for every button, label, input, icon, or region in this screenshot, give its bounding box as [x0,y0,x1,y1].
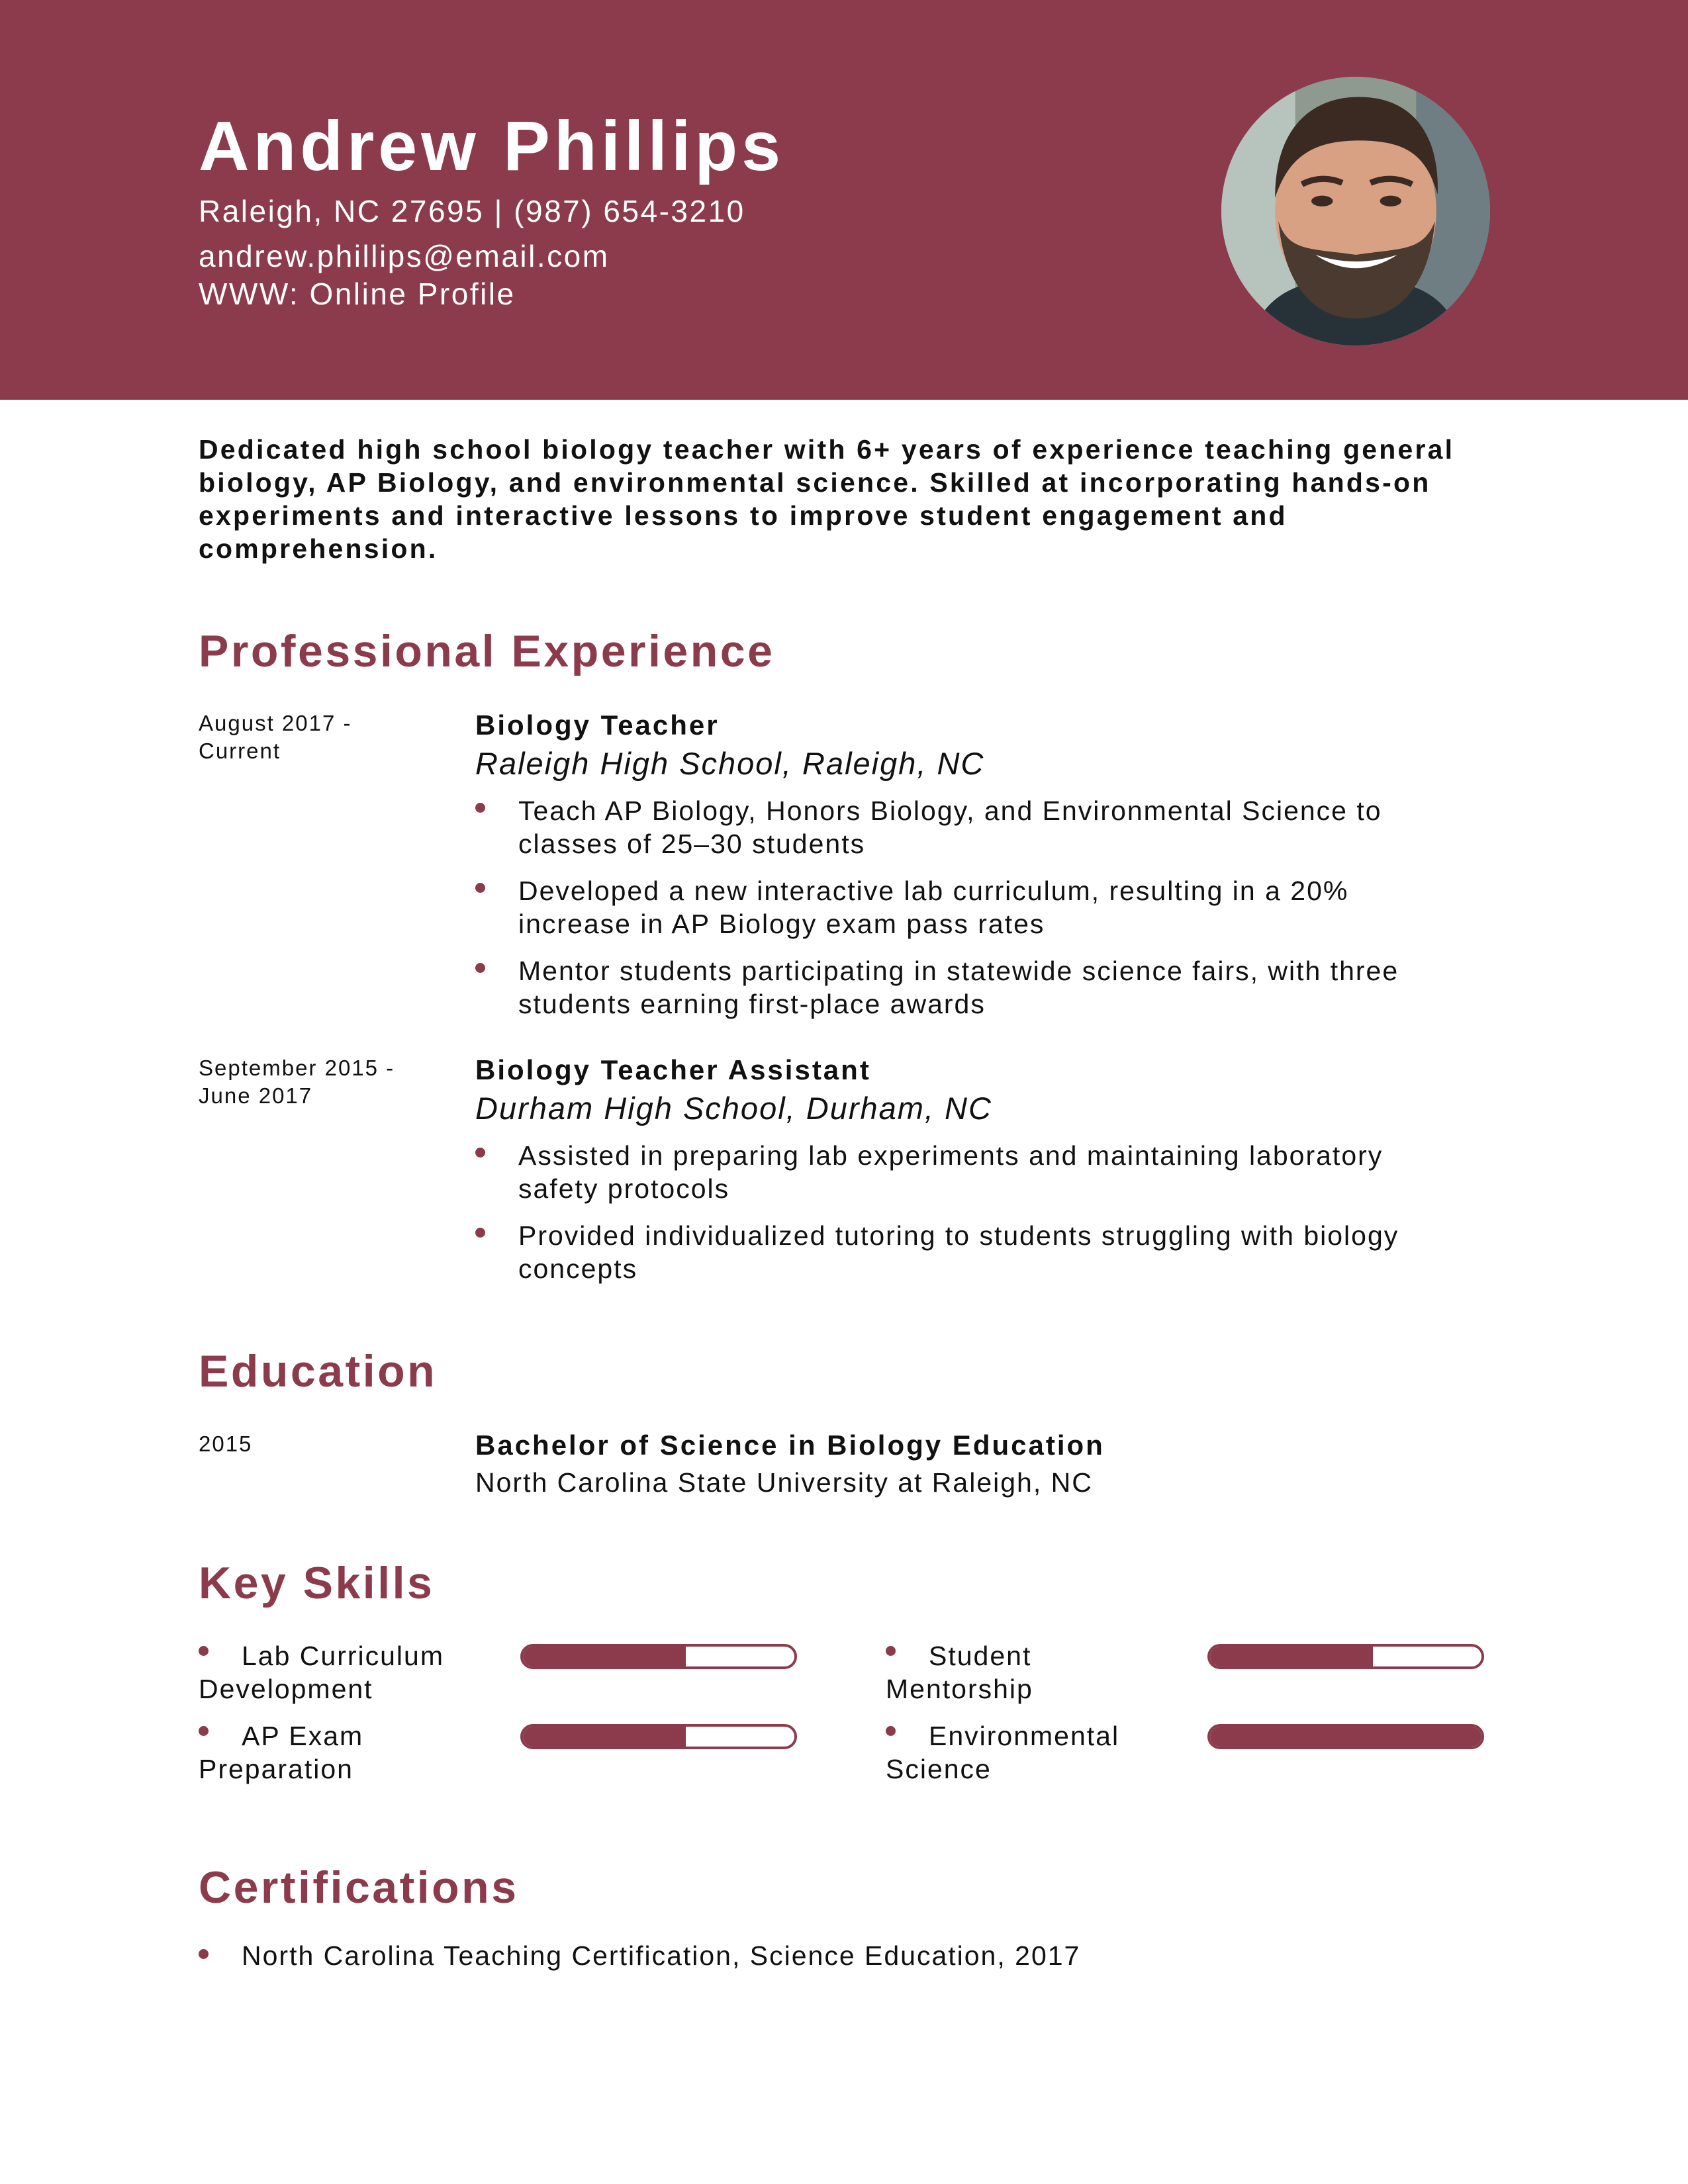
job-1-date-end: Current [199,739,281,763]
education-degree: Bachelor of Science in Biology Education [475,1430,1105,1461]
skills-heading: Key Skills [199,1558,435,1608]
list-item: Provided individualized tutoring to students struggling with biology concepts [475,1219,1455,1285]
job-1-title: Biology Teacher [475,709,720,741]
skill-level-fill [1210,1727,1481,1747]
email-link[interactable]: andrew.phillips@email.com [199,239,610,273]
bullet-icon [886,1726,896,1736]
job-2-employer: Durham High School, Durham, NC [475,1091,992,1126]
skill-level-fill [1210,1647,1373,1666]
bullet-icon [199,1726,209,1736]
website-link[interactable]: WWW: Online Profile [199,277,516,311]
job-1-date-start: August 2017 - [199,711,352,735]
job-2-bullets [475,1139,1455,1299]
profile-photo [1221,77,1490,345]
bullet-icon [886,1646,896,1656]
header-banner [0,0,1688,400]
skill-level-bar [1207,1644,1484,1669]
job-2-date-end: June 2017 [199,1083,313,1108]
job-1-dates [199,709,417,765]
skill-level-bar [1207,1724,1484,1749]
list-item: North Carolina Teaching Certification, Science Education, 2017 [199,1939,1080,1972]
skill-name: AP Exam Preparation [199,1721,364,1784]
experience-heading: Professional Experience [199,626,775,676]
list-item: Developed a new interactive lab curriculum, resulting in a 20% increase in AP Biology exam pass rates [475,874,1455,940]
education-year: 2015 [199,1432,253,1456]
list-item: Assisted in preparing lab experiments and maintaining laboratory safety protocols [475,1139,1455,1205]
skill-level-bar [520,1644,797,1669]
location-phone: Raleigh, NC 27695 | (987) 654-3210 [199,194,745,228]
job-1-bullets [475,794,1455,1034]
job-2-title: Biology Teacher Assistant [475,1054,871,1085]
skill-level-fill [523,1727,686,1747]
bullet-icon [199,1646,209,1656]
education-heading: Education [199,1346,438,1396]
list-item: Mentor students participating in statewide science fairs, with three students earning first-place awards [475,954,1455,1021]
certifications-heading: Certifications [199,1862,519,1913]
skill-name: Environmental Science [886,1721,1120,1784]
skill-name: Lab Curriculum Development [199,1641,444,1704]
skill-level-bar [520,1724,797,1749]
job-2-date-start: September 2015 - [199,1056,395,1080]
professional-summary: Dedicated high school biology teacher with 6+ years of experience teaching general biology, AP Biology, and environmental science. Skilled at incorporating hands-on experiments and interactive lessons to improve student engagement and comprehension. [199,434,1455,564]
job-1-employer: Raleigh High School, Raleigh, NC [475,746,985,781]
job-2-dates [199,1054,417,1110]
skill-name: Student Mentorship [886,1641,1033,1704]
skill-level-fill [523,1647,686,1666]
education-school: North Carolina State University at Raleigh, NC [475,1467,1093,1498]
bullet-icon [199,1949,209,1959]
list-item: Teach AP Biology, Honors Biology, and Environmental Science to classes of 25–30 students [475,794,1455,860]
candidate-name: Andrew Phillips [199,107,785,185]
